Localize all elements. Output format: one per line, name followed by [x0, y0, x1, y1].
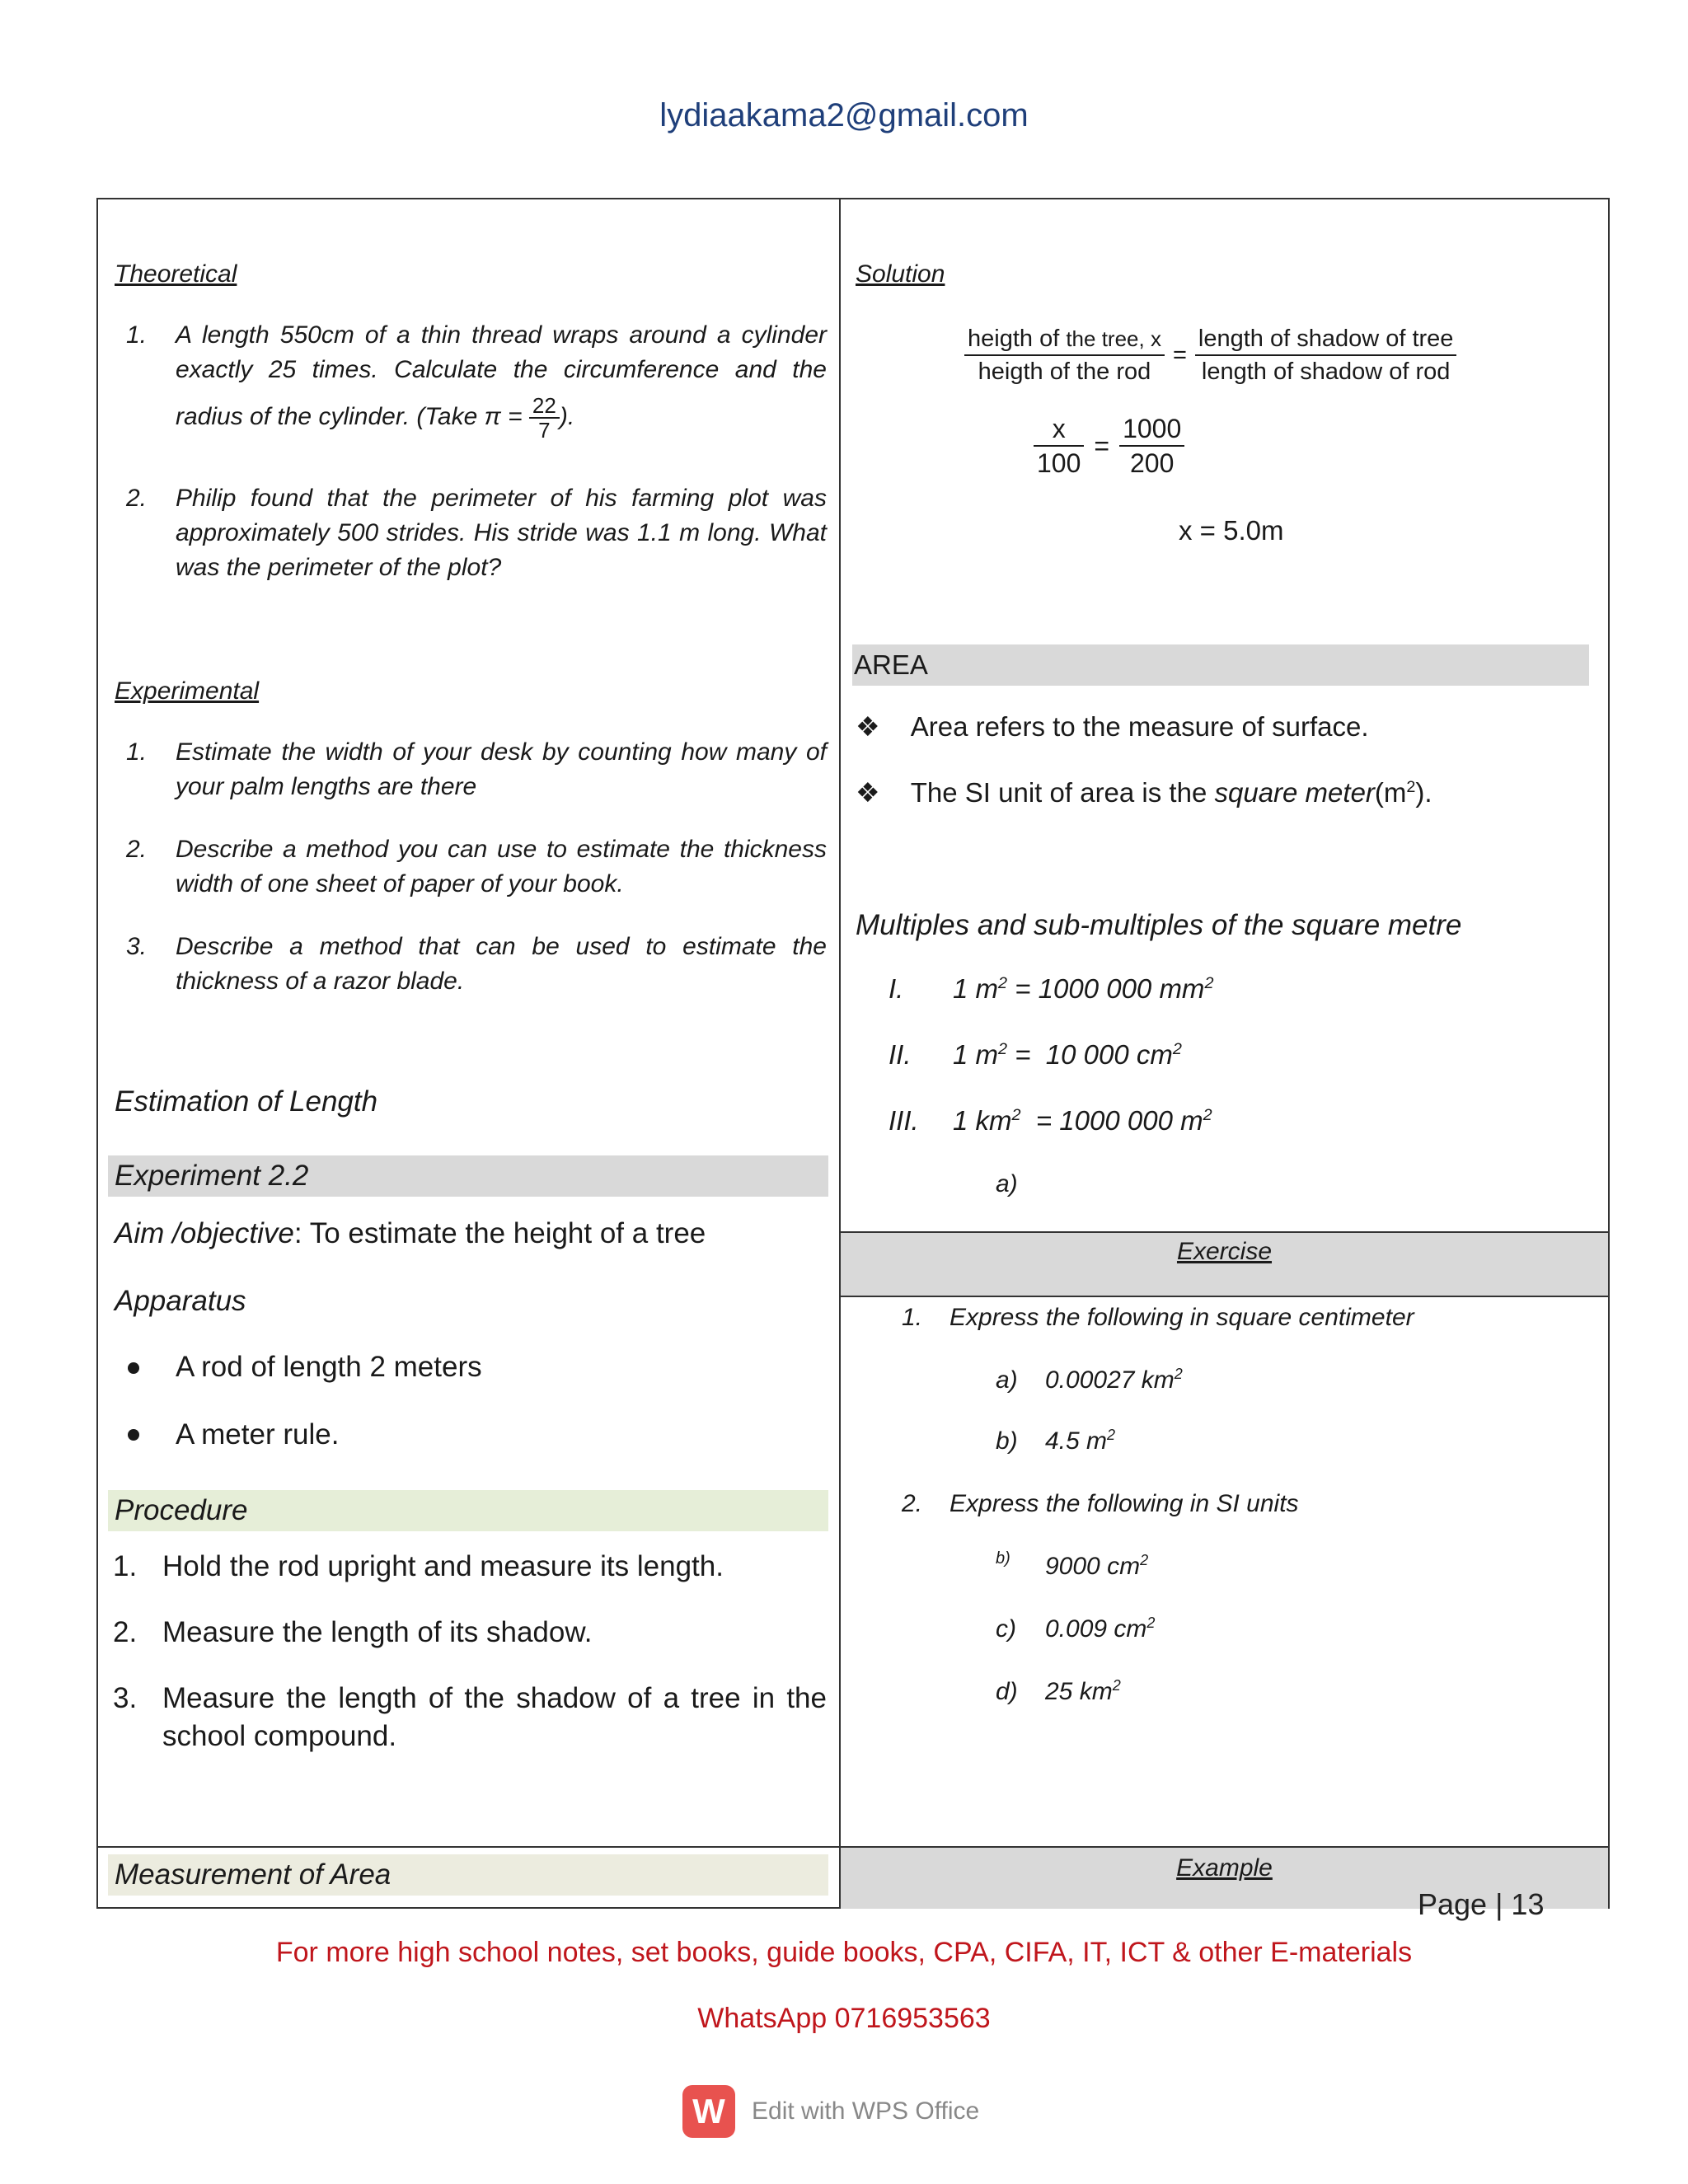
- page-number: Page | 13: [1418, 1887, 1545, 1921]
- procedure-band: Procedure: [108, 1490, 828, 1531]
- item-number: 2.: [126, 836, 148, 863]
- item-number: 2.: [126, 485, 148, 512]
- apparatus-item-1: A rod of length 2 meters: [176, 1351, 482, 1383]
- example-band: Example: [841, 1848, 1608, 1909]
- row-separator: [841, 1296, 1608, 1297]
- item-text: Philip found that the perimeter of his farming plot was approximately 500 strides. His stride was 1.1 m long. What was the perimeter of the plot?: [176, 485, 827, 581]
- estimation-heading: Estimation of Length: [115, 1085, 378, 1118]
- fraction-22-over-7: $\frac{22}{7}$: [529, 394, 560, 442]
- wps-edit-badge[interactable]: [682, 2085, 979, 2138]
- content-table: [96, 198, 1610, 1909]
- equation-ratio: $\frac{\text{heigth of the tree, x}}{\text{heigth of the rod}}$ = $\frac{\text{length of shadow of tree}}{\text{length of shadow of rod}}$: [964, 323, 1456, 387]
- exercise-band: Exercise: [841, 1233, 1608, 1296]
- item-text: A length 550cm of a thin thread wraps around a cylinder exactly 25 times. Calculate the circumference and the radius of the cylinder. (Take π = $\frac{22}{7}$ ).: [176, 321, 827, 443]
- measurement-area-band: Measurement of Area: [108, 1854, 828, 1896]
- multiples-heading: Multiples and sub-multiples of the square metre: [856, 909, 1462, 941]
- item-number: 1.: [126, 321, 148, 349]
- wps-edit-text: Edit with WPS Office: [752, 2097, 980, 2125]
- row-separator: [98, 1846, 839, 1848]
- experimental-heading: Experimental: [115, 677, 260, 705]
- apparatus-item-2: A meter rule.: [176, 1418, 340, 1451]
- diamond-bullet-icon: ❖: [856, 777, 880, 808]
- area-band: AREA: [852, 644, 1589, 686]
- bullet-dot: [128, 1362, 139, 1374]
- promo-text: For more high school notes, set books, guide books, CPA, CIFA, IT, ICT & other E-materials: [275, 1937, 1413, 1968]
- wps-logo-icon: W: [682, 2085, 735, 2138]
- apparatus-heading: Apparatus: [115, 1285, 246, 1317]
- bullet-dot: [128, 1429, 139, 1441]
- whatsapp-contact[interactable]: WhatsApp 0716953563: [697, 2003, 991, 2034]
- equation-result: x = 5.0m: [1179, 515, 1284, 546]
- equation-values: $\frac{x}{100}$ = $\frac{1000}{200}$: [1034, 412, 1184, 480]
- dangling-label: a): [996, 1170, 1018, 1197]
- left-column: Theoretical 1. A length 550cm of a thin thread wraps around a cylinder exactly 25 times. Calculate the circumference and the radius of the cylinder. (Take π = $\frac{22}{7}$ ). 2. Philip found that the perimeter of his farming plot was approximately 500 strides. His stride was 1.1 m long. What was the perimeter of the plot? Experimental 1. Estimate the width of your desk by counting how many of your palm lengths are there 2. Describe a method you can use to estimate the thickness width of one sheet of paper of your book. 3. Describe a method that can be used to estimate the thickness of a razor blade. Estimation of Length Experiment 2.2 Aim /objective: To estimate the height of a tree Apparatus A rod of length 2 meters A meter rule. Procedure 1. Hold the rod upright and measure its length. 2. Measure the length of its shadow. 3. Measure the length of the shadow of a tree in the school compound. Measurement of Area: [98, 199, 839, 1907]
- diamond-bullet-icon: ❖: [856, 711, 880, 742]
- theoretical-heading: Theoretical: [115, 260, 237, 288]
- item-text: Estimate the width of your desk by counting how many of your palm lengths are there: [176, 738, 827, 800]
- aim-line: Aim /objective: To estimate the height of a tree: [115, 1217, 706, 1249]
- right-column: Solution $\frac{\text{heigth of the tree, x}}{\text{heigth of the rod}}$ = $\frac{\text{length of shadow of tree}}{\text{length of shadow of rod}}$ $\frac{x}{100}$ = $\frac{1000}{200}$ x = 5.0m AREA ❖ Area refers to the measure of surface. ❖ The SI unit of area is the square $meter(m^2)$. Multiples and sub-multiples of the square metre I. 1 $m^2 = 1000$ 000 $mm^2$ II. 1 $m^2 = 10$ 000 $cm^2$ III. 1 $km^2 = 1000$ 000 $m^2$ a) Exercise 1. Express the following in square centimeter a) 0.00027 $km^2$ b) 4.5 $m^2$ 2. Express the following in SI units b) 9000 $cm^2$ c) 0.009 $cm^2$ d) 25 $km^2$ Example: [841, 199, 1608, 1907]
- area-bullet-2: ❖ The SI unit of area is the square $meter(m^2)$.: [856, 777, 1432, 808]
- item-text: Describe a method you can use to estimate the thickness width of one sheet of paper of your book.: [176, 836, 827, 898]
- item-number: 3.: [126, 933, 148, 960]
- header-email[interactable]: lydiaakama2@gmail.com: [659, 97, 1029, 134]
- item-text: Describe a method that can be used to estimate the thickness of a razor blade.: [176, 933, 827, 995]
- area-bullet-1: ❖ Area refers to the measure of surface.: [856, 711, 1369, 742]
- solution-heading: Solution: [856, 260, 945, 288]
- item-number: 1.: [126, 738, 148, 766]
- experiment-band: Experiment 2.2: [108, 1155, 828, 1197]
